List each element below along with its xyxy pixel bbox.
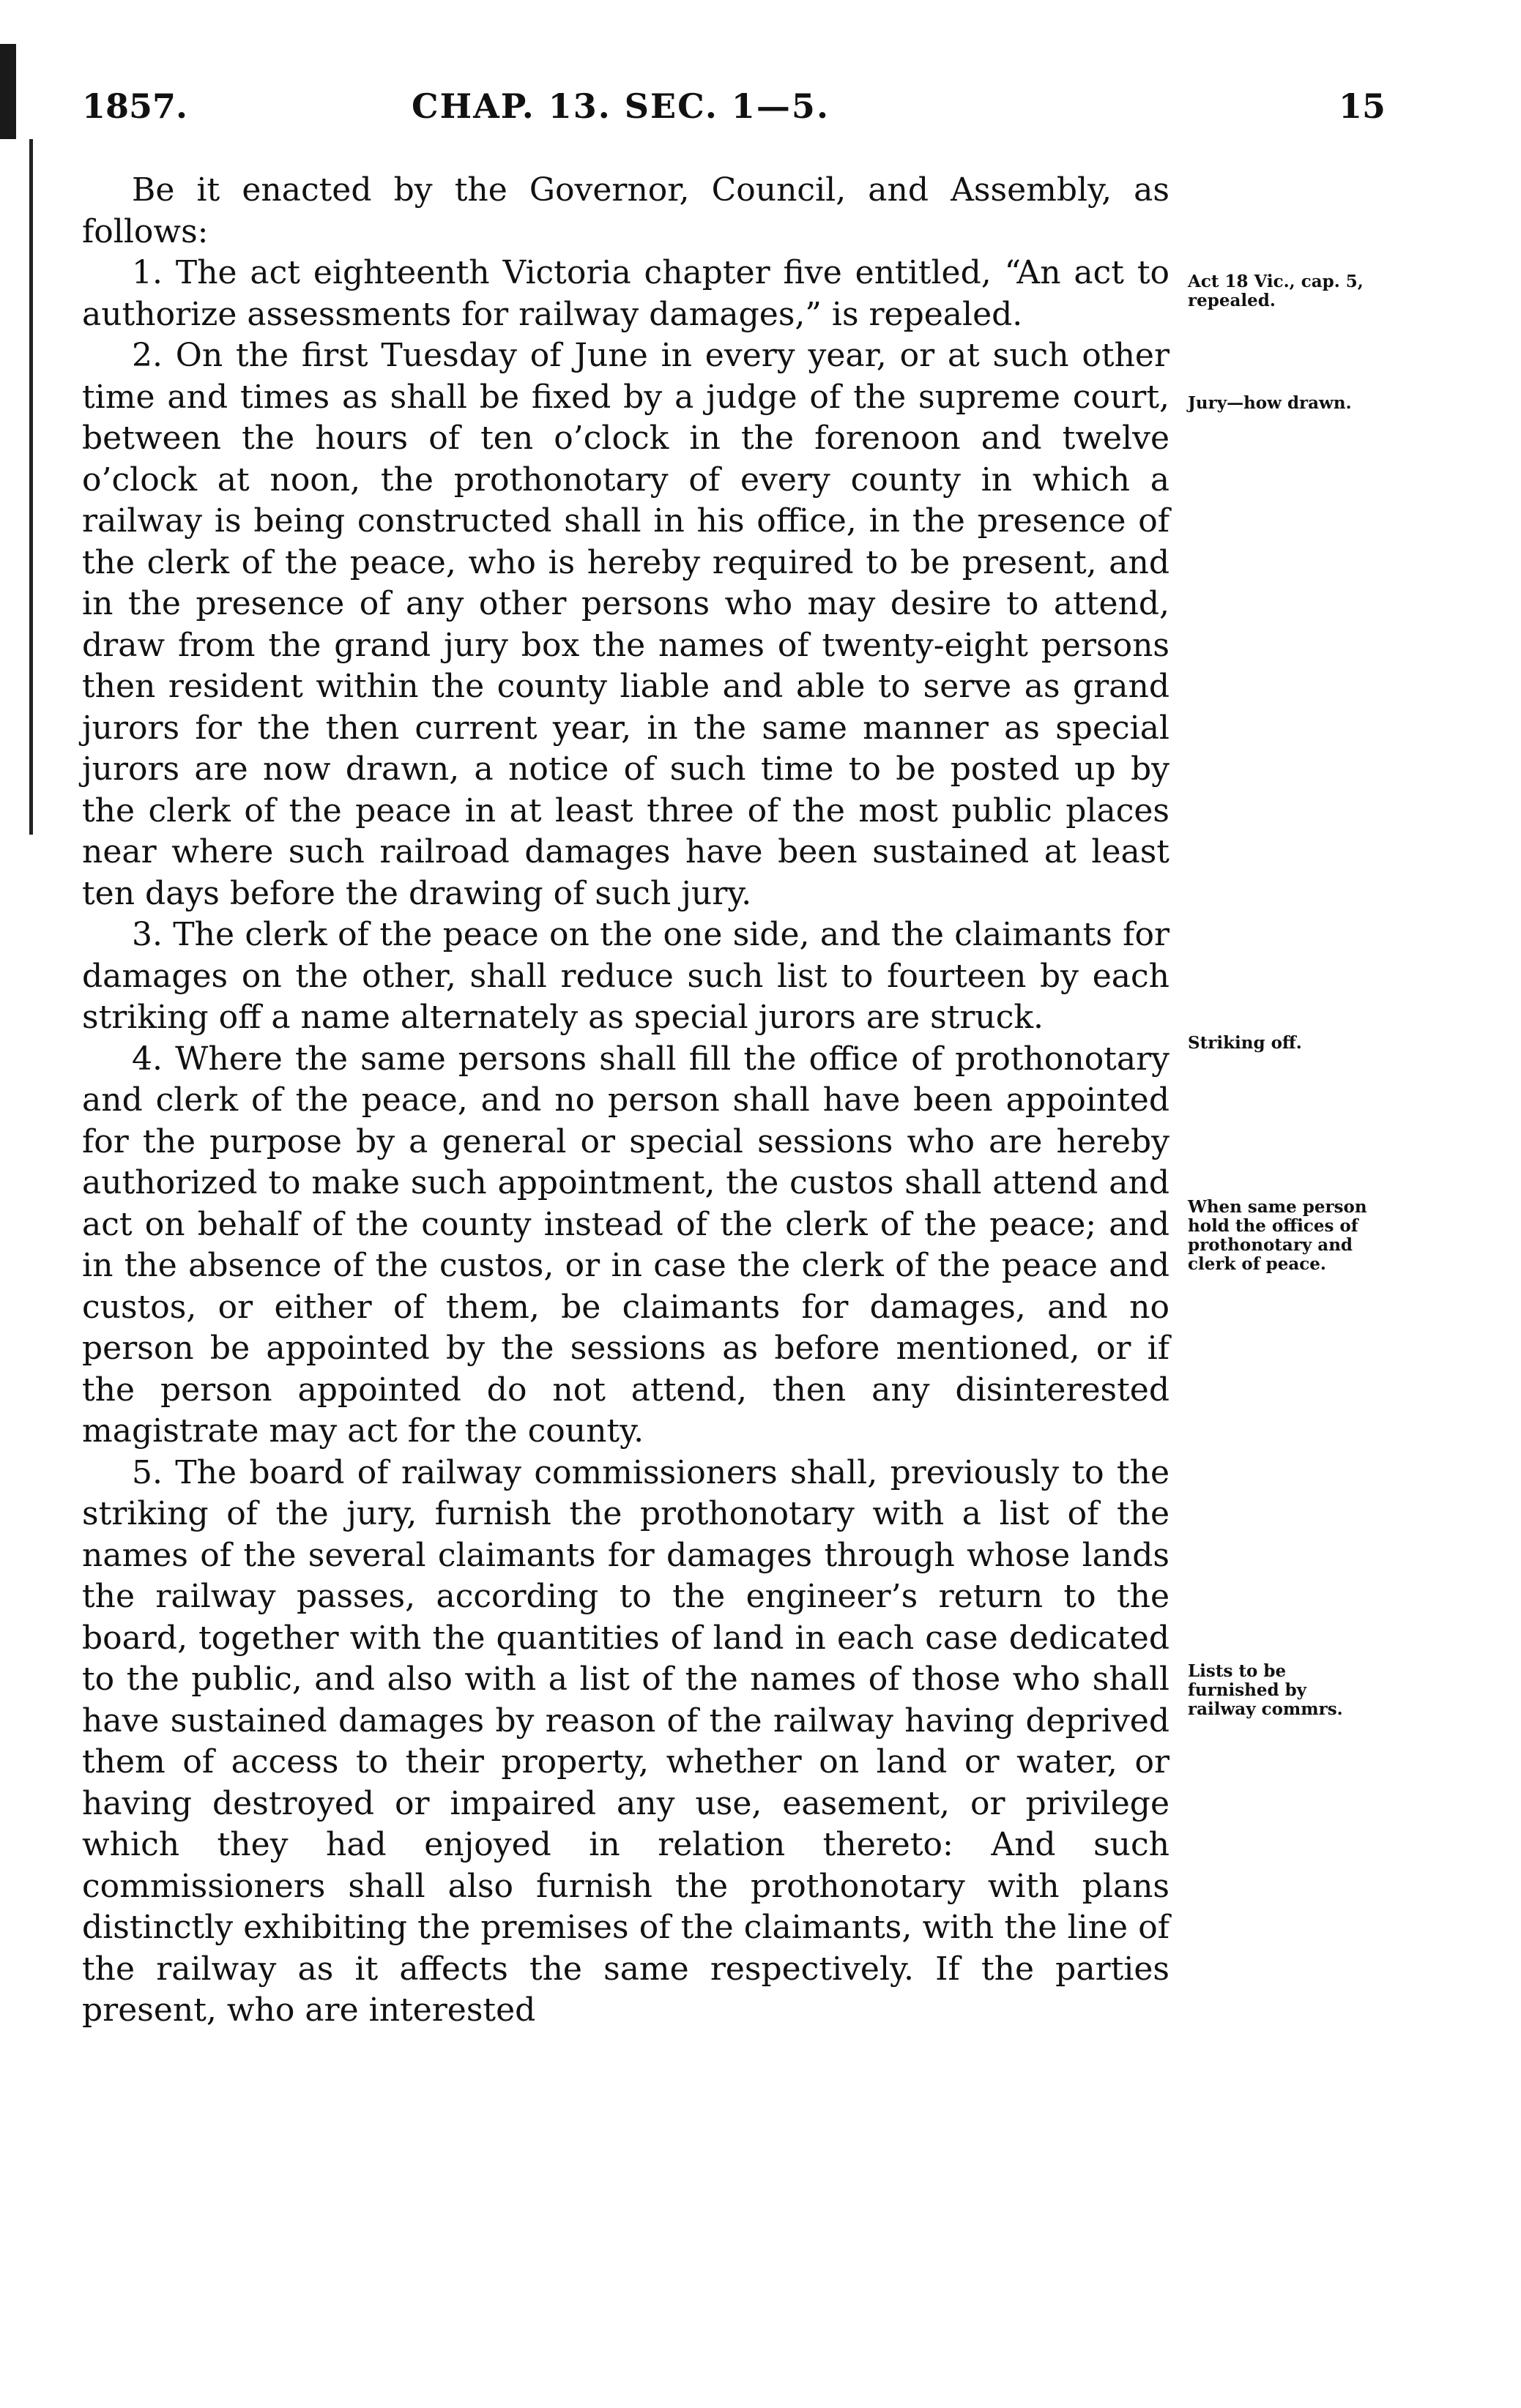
statute-text	[82, 170, 1169, 2032]
section-5: 5. The board of railway commissioners shall, previously to the striking of the jury, furnish the prothonotary with a list of the names of the several claimants for damages through whose lands the railway passes, according to the engineer’s return to the board, together with the quantities of land in each case dedicated to the public, and also with a list of the names of those who shall have sustained damages by reason of the railway having deprived them of access to their property, whether on land or water, or having destroyed or impaired any use, easement, or privilege which they had enjoyed in relation thereto: And such commissioners shall also furnish the prothonotary with plans distinctly exhibiting the premises of the claimants, with the line of the railway as it affects the same respectively. If the parties present, who are interested	[82, 1453, 1169, 2029]
section-1: 1. The act eighteenth Victoria chapter five entitled, “An act to authorize assessments for railway damages,” is repealed.	[82, 254, 1169, 333]
enacting-clause: Be it enacted by the Governor, Council, and Assembly, as follows:	[82, 171, 1169, 250]
section-4: 4. Where the same persons shall fill the office of prothonotary and clerk of the peace, and no person shall have been appointed for the purpose by a general or special sessions who are hereby authorized to make such appointment, the custos shall attend and act on behalf of the county instead of the clerk of the peace; and in the absence of the custos, or in case the clerk of the peace and custos, or either of them, be claimants for damages, and no person be appointed by the sessions as before mentioned, or if the person appointed do not attend, then any disinterested magistrate may act for the county.	[82, 1040, 1169, 1450]
margin-note-striking-off: Striking off.	[1188, 1033, 1302, 1053]
header-chapter-section: CHAP. 13. SEC. 1—5.	[412, 86, 830, 126]
running-header	[82, 86, 1386, 138]
page-number: 15	[1338, 86, 1386, 126]
page-binding-edge	[0, 44, 16, 139]
margin-note-same-person: When same person hold the offices of prothonotary and clerk of peace.	[1188, 1197, 1367, 1274]
margin-note-jury-drawn: Jury—how drawn.	[1188, 393, 1352, 413]
section-3: 3. The clerk of the peace on the one side, and the claimants for damages on the other, shall reduce such list to fourteen by each striking off a name alternately as special jurors are struck.	[82, 916, 1169, 1036]
page-binding-line	[29, 139, 33, 835]
margin-note-lists-furnished: Lists to be furnished by railway commrs.	[1188, 1661, 1343, 1719]
section-2: 2. On the first Tuesday of June in every year, or at such other time and times as shall be fixed by a judge of the supreme court, between the hours of ten o’clock in the forenoon and twelve o’clock at noon, the prothonotary of every county in which a railway is being constructed shall in his office, in the presence of the clerk of the peace, who is hereby required to be present, and in the presence of any other persons who may desire to attend, draw from the grand jury box the names of twenty-eight persons then resident within the county liable and able to serve as grand jurors for the then current year, in the same manner as special jurors are now drawn, a notice of such time to be posted up by the clerk of the peace in at least three of the most public places near where such railroad damages have been sustained at least ten days before the drawing of such jury.	[82, 337, 1169, 912]
margin-note-act-repealed: Act 18 Vic., cap. 5, repealed.	[1188, 272, 1364, 310]
header-year: 1857.	[82, 86, 188, 126]
